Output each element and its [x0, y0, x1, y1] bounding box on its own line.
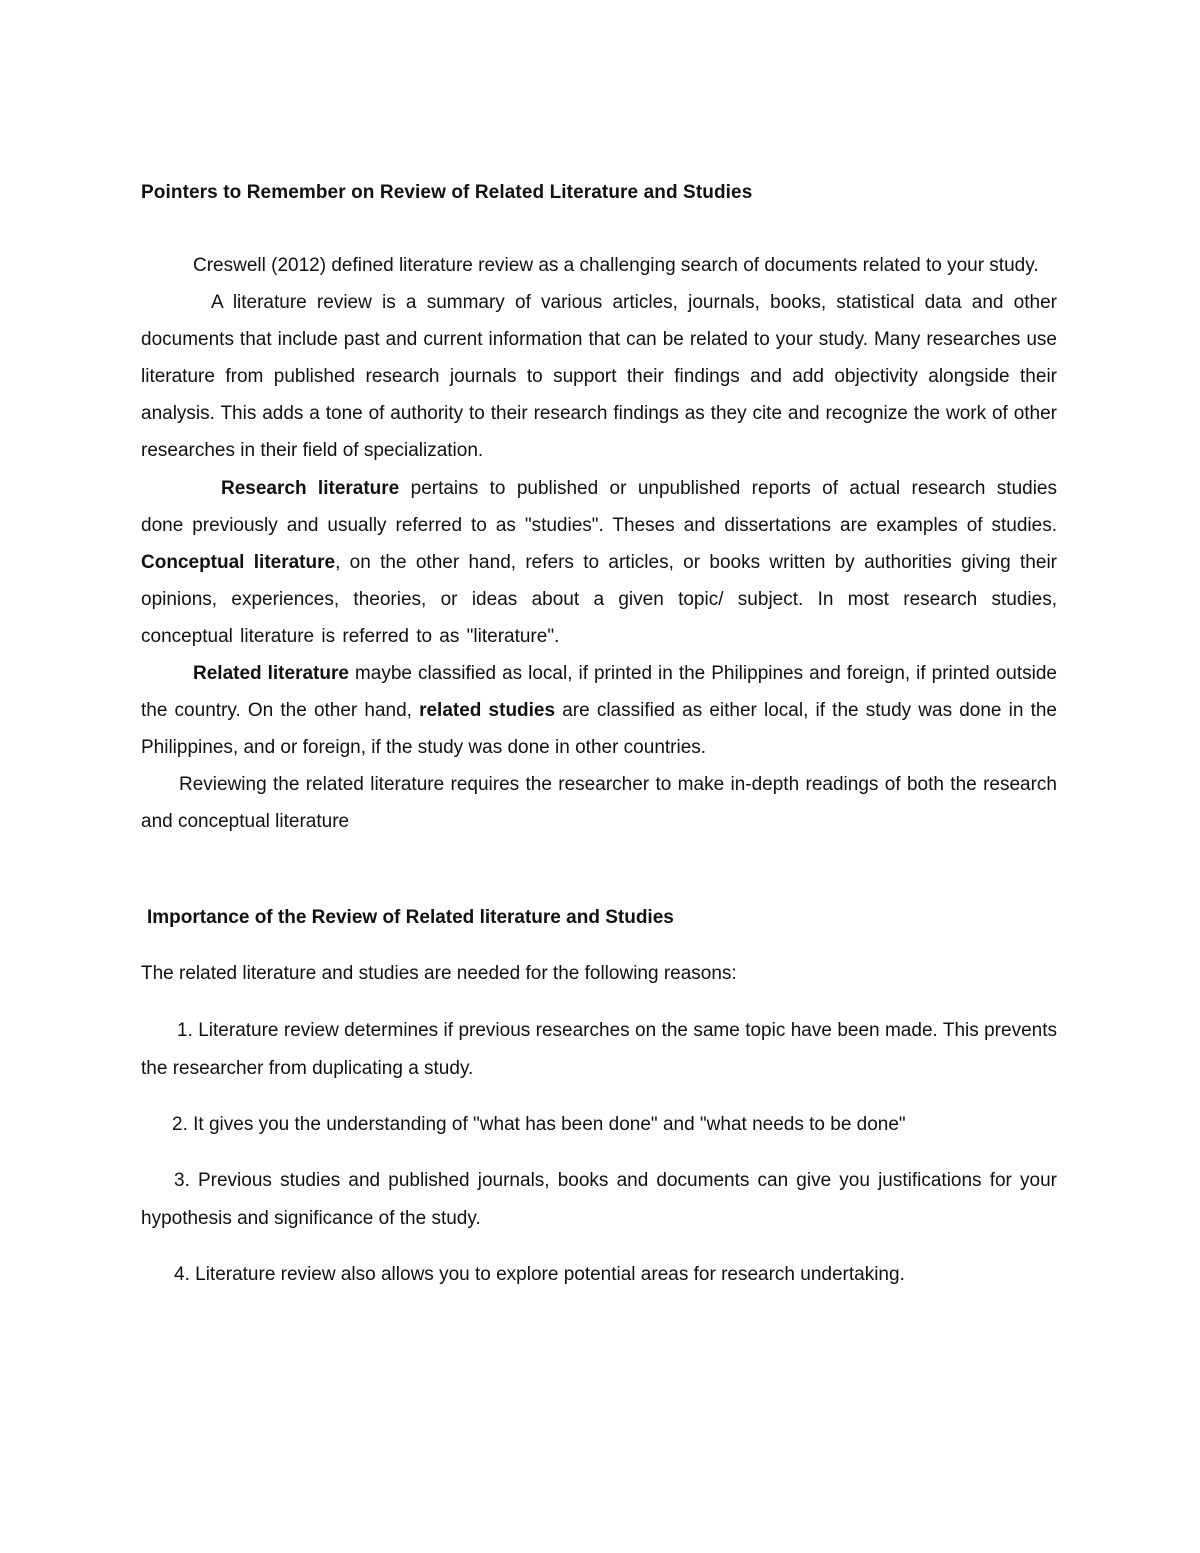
- reason-item: 2. It gives you the understanding of "what has been done" and "what needs to be done": [172, 1114, 906, 1135]
- section-subtitle: Importance of the Review of Related literature and Studies: [147, 907, 674, 928]
- reasons-intro: The related literature and studies are needed for the following reasons:: [141, 963, 737, 984]
- text-research-literature: pertains to published or unpublished reports of actual research studies done previously and usually referred to as "studies". Theses and dissertations are examples of studies.: [141, 477, 1057, 536]
- document-title: Pointers to Remember on Review of Related Literature and Studies: [141, 182, 753, 203]
- paragraph-related-literature-studies: [141, 655, 1057, 766]
- paragraph-reviewing: Reviewing the related literature requires the researcher to make in-depth readings of both the research and conceptual literature: [141, 774, 1057, 833]
- paragraph-literature-review-definition: A literature review is a summary of various articles, journals, books, statistical data and other documents that include past and current information that can be related to your study. Many researches use literature from published research journals to support their findings and add objectivity alongside their analysis. This adds a tone of authority to their research findings as they cite and recognize the work of other researches in their field of specialization.: [141, 292, 1057, 462]
- paragraph-creswell: Creswell (2012) defined literature review as a challenging search of documents related to your study.: [193, 255, 1039, 276]
- term-related-literature: Related literature: [193, 663, 349, 685]
- term-conceptual-literature: Conceptual literature: [141, 551, 336, 573]
- text-related-literature: maybe classified as local, if printed in the Philippines and foreign, if printed outside the country. On the other hand,: [141, 663, 1057, 722]
- term-research-literature: Research literature: [221, 477, 400, 499]
- reason-item: 3. Previous studies and published journals, books and documents can give you justifications for your hypothesis and significance of the study.: [141, 1170, 1057, 1229]
- text-conceptual-literature: , on the other hand, refers to articles, or books written by authorities giving their opinions, experiences, theories, or ideas about a given topic/ subject. In most research studies, conceptual literature is referred to as "literature".: [141, 551, 1057, 647]
- reason-item: 1. Literature review determines if previous researches on the same topic have been made. This prevents the researcher from duplicating a study.: [141, 1020, 1057, 1079]
- paragraph-research-conceptual-literature: [141, 470, 1057, 655]
- term-related-studies: related studies: [419, 700, 556, 722]
- text-related-studies: are classified as either local, if the study was done in the Philippines, and or foreign, if the study was done in other countries.: [141, 700, 1057, 759]
- reason-item: 4. Literature review also allows you to explore potential areas for research undertaking.: [174, 1264, 905, 1285]
- body-paragraphs: [141, 247, 1057, 841]
